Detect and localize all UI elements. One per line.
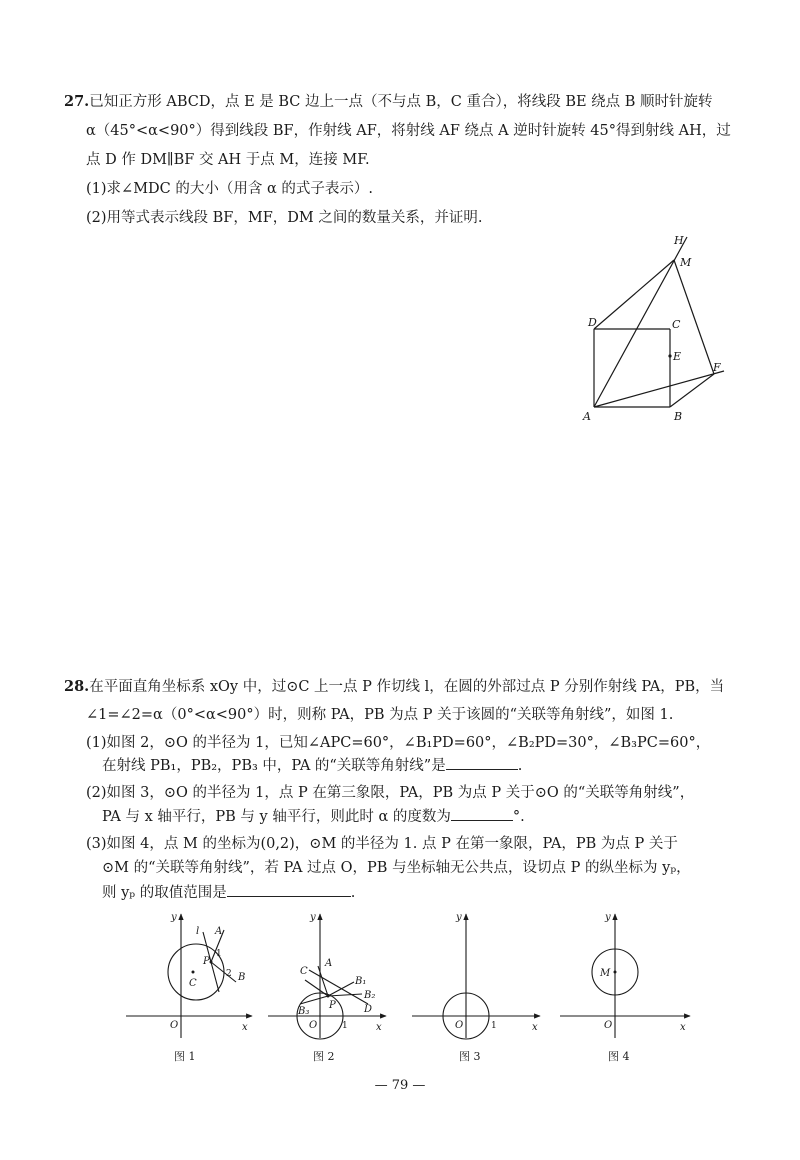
label-B: B — [674, 410, 683, 423]
fig1-label-A: A — [215, 926, 223, 937]
fig3-label-x: x — [532, 1022, 538, 1033]
fig2-label-B3: B₃ — [298, 1006, 310, 1017]
figure-3 — [412, 914, 540, 1039]
ray-AF — [594, 371, 724, 407]
fig2-label-D: D — [364, 1004, 373, 1015]
q28-line2: ∠1=∠2=α（0°<α<90°）时，则称 PA，PB 为点 P 关于该圆的“关联等角射线”，如图 1. — [86, 707, 674, 723]
q28-p3-line1: (3)如图 4，点 M 的坐标为(0,2)，⊙M 的半径为 1. 点 P 在第一象限，PA，PB 为点 P 关于 — [86, 836, 678, 852]
q28-p2-line2 — [102, 806, 525, 827]
fig2-ray-PB2 — [328, 994, 362, 996]
figure-4 — [560, 914, 690, 1038]
q28-figures — [0, 900, 800, 1080]
fig2-caption: 图 2 — [313, 1050, 335, 1063]
q28-p3-end: . — [350, 885, 356, 901]
q28-p1-text: 在射线 PB₁，PB₂，PB₃ 中，PA 的“关联等角射线”是 — [102, 758, 446, 774]
fig2-label-y: y — [310, 912, 316, 923]
fig1-label-O: O — [170, 1020, 179, 1031]
fig2-label-B1: B₁ — [355, 976, 367, 987]
label-A: A — [583, 410, 591, 423]
q28-p1-line2 — [102, 755, 522, 776]
label-H: H — [674, 234, 684, 247]
q28-number: 28. — [64, 678, 90, 695]
segment-BF — [670, 374, 714, 407]
q27-line3: 点 D 作 DM∥BF 交 AH 于点 M，连接 MF. — [86, 152, 370, 168]
q27-number: 27. — [64, 93, 90, 110]
fig1-point-C — [192, 971, 195, 974]
fig3-label-1: 1 — [491, 1021, 497, 1031]
q28-p3-line2: ⊙M 的“关联等角射线”，若 PA 过点 O，PB 与坐标轴无公共点，设切点 P 的纵坐标为 yₚ， — [102, 860, 691, 876]
segment-DM — [594, 260, 674, 329]
q28-p3-text: 则 yₚ 的取值范围是 — [102, 885, 227, 901]
fig1-point-P — [210, 961, 213, 964]
fig2-point-P — [327, 995, 330, 998]
fig1-label-x: x — [242, 1022, 248, 1033]
fig2-label-1: 1 — [342, 1021, 348, 1031]
q27-text-1: 已知正方形 ABCD，点 E 是 BC 边上一点（不与点 B，C 重合），将线段 BE 绕点 B 顺时针旋转 — [89, 94, 713, 110]
q28-text-1: 在平面直角坐标系 xOy 中，过⊙C 上一点 P 作切线 l，在圆的外部过点 P 分别作射线 PA，PB，当 — [89, 679, 725, 695]
fig1-angle-2: 2 — [226, 969, 232, 979]
page-number: — 79 — — [374, 1078, 426, 1093]
fig4-label-M: M — [600, 968, 611, 979]
label-F: F — [713, 361, 721, 374]
fig1-label-y: y — [171, 912, 177, 923]
fig4-label-O: O — [604, 1020, 613, 1031]
fig4-label-y: y — [605, 912, 611, 923]
figure-1 — [126, 914, 252, 1038]
answer-blank-3[interactable] — [227, 882, 351, 897]
fig2-label-x: x — [376, 1022, 382, 1033]
answer-blank-2[interactable] — [451, 806, 513, 821]
fig1-label-B: B — [238, 972, 246, 983]
q28-line1 — [64, 677, 724, 697]
q28-p2-end: °. — [512, 809, 525, 825]
q28-p2-text: PA 与 x 轴平行，PB 与 y 轴平行，则此时 α 的度数为 — [102, 809, 451, 825]
fig4-caption: 图 4 — [608, 1050, 630, 1063]
q28-p2-line1: (2)如图 3，⊙O 的半径为 1，点 P 在第三象限，PA，PB 为点 P 关于⊙O 的“关联等角射线”， — [86, 785, 695, 801]
fig3-caption: 图 3 — [459, 1050, 481, 1063]
q27-part2: (2)用等式表示线段 BF，MF，DM 之间的数量关系，并证明. — [86, 210, 483, 226]
fig2-label-B2: B₂ — [364, 990, 376, 1001]
label-C: C — [672, 318, 681, 331]
fig2-label-A: A — [325, 958, 333, 969]
fig1-label-P: P — [203, 956, 210, 967]
answer-blank-1[interactable] — [446, 755, 518, 770]
q27-figure — [570, 230, 760, 430]
q27-line2: α（45°<α<90°）得到线段 BF，作射线 AF，将射线 AF 绕点 A 逆时针旋转 45°得到射线 AH，过 — [86, 123, 731, 139]
q28-p1-end: . — [517, 758, 523, 774]
fig2-label-P: P — [329, 1000, 336, 1011]
fig3-label-O: O — [455, 1020, 464, 1031]
fig1-caption: 图 1 — [174, 1050, 196, 1063]
fig1-angle-1: 1 — [216, 949, 222, 959]
figure-2 — [268, 914, 386, 1039]
label-E: E — [673, 350, 682, 363]
point-E — [668, 354, 671, 357]
label-M: M — [680, 256, 692, 269]
fig4-point-M — [614, 971, 617, 974]
fig4-label-x: x — [680, 1022, 686, 1033]
q27-part1: (1)求∠MDC 的大小（用含 α 的式子表示）. — [86, 181, 373, 197]
label-D: D — [588, 316, 597, 329]
fig2-label-C: C — [300, 966, 308, 977]
fig1-label-l: l — [196, 926, 200, 937]
fig3-label-y: y — [456, 912, 462, 923]
q27-line1 — [64, 92, 713, 112]
q28-p1-line1: (1)如图 2，⊙O 的半径为 1，已知∠APC=60°，∠B₁PD=60°，∠B₂PD=30°，∠B₃PC=60°， — [86, 735, 711, 751]
fig1-label-C: C — [189, 978, 197, 989]
fig2-label-O: O — [309, 1020, 318, 1031]
